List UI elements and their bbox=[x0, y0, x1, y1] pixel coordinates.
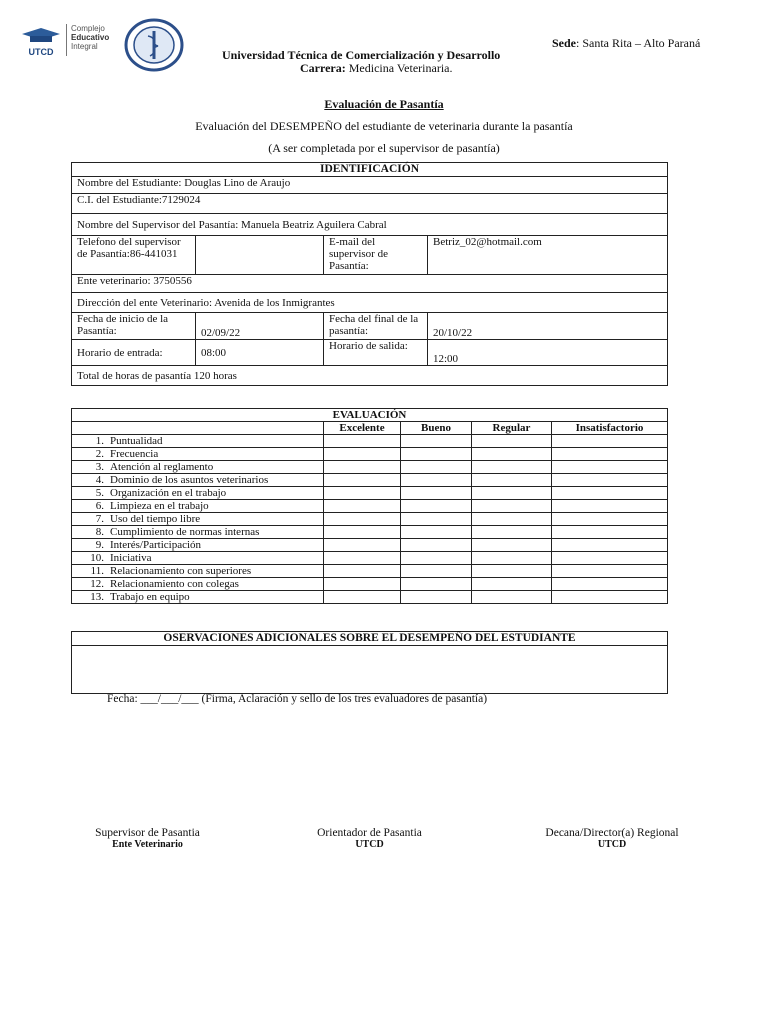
utcd-logo-text: UTCD bbox=[28, 47, 54, 57]
fecha-inicio-label: Fecha de inicio de la Pasantía: bbox=[72, 313, 196, 340]
page-note: (A ser completada por el supervisor de pasantía) bbox=[268, 141, 500, 155]
rating-cell-regular[interactable] bbox=[472, 435, 552, 448]
evaluation-row bbox=[72, 513, 668, 526]
criterion-label: Relacionamiento con superiores bbox=[110, 565, 252, 577]
signature-sub: UTCD bbox=[355, 839, 384, 850]
criterion-label: Interés/Participación bbox=[110, 539, 202, 551]
page-subtitle: Evaluación del DESEMPEÑO del estudiante de veterinaria durante la pasantía bbox=[195, 119, 573, 133]
rating-cell-insatisfactorio[interactable] bbox=[552, 513, 668, 526]
rating-cell-bueno[interactable] bbox=[401, 539, 472, 552]
supervisor-name: Nombre del Supervisor del Pasantía: Manuela Beatriz Aguilera Cabral bbox=[72, 214, 668, 236]
signature-title: Decana/Director(a) Regional bbox=[545, 827, 679, 839]
criterion-number: 2. bbox=[95, 448, 104, 460]
complejo-logo bbox=[66, 24, 127, 56]
evaluation-criterion bbox=[72, 578, 324, 591]
supervisor-email-label: E-mail del supervisor de Pasantía: bbox=[324, 236, 428, 275]
rating-cell-insatisfactorio[interactable] bbox=[552, 448, 668, 461]
rating-cell-insatisfactorio[interactable] bbox=[552, 591, 668, 604]
rating-cell-excelente[interactable] bbox=[324, 435, 401, 448]
evaluation-row bbox=[72, 435, 668, 448]
column-header-excelente: Excelente bbox=[324, 422, 401, 435]
signature-title: Orientador de Pasantia bbox=[317, 827, 422, 839]
evaluation-criterion bbox=[72, 526, 324, 539]
evaluation-row bbox=[72, 539, 668, 552]
sede-line bbox=[552, 36, 700, 51]
rating-cell-excelente[interactable] bbox=[324, 578, 401, 591]
supervisor-phone: Telefono del supervisor de Pasantía:86-441031 bbox=[72, 236, 196, 275]
evaluation-row bbox=[72, 474, 668, 487]
evaluation-criterion bbox=[72, 552, 324, 565]
evaluation-row bbox=[72, 591, 668, 604]
rating-cell-bueno[interactable] bbox=[401, 513, 472, 526]
criterion-number: 10. bbox=[90, 552, 104, 564]
rating-cell-excelente[interactable] bbox=[324, 474, 401, 487]
signature-sub: Ente Veterinario bbox=[112, 839, 183, 850]
criterion-number: 13. bbox=[90, 591, 104, 603]
evaluation-criterion bbox=[72, 461, 324, 474]
criterion-number: 3. bbox=[95, 461, 104, 473]
horario-entrada-label: Horario de entrada: bbox=[72, 340, 196, 366]
evaluation-criterion bbox=[72, 500, 324, 513]
rating-cell-insatisfactorio[interactable] bbox=[552, 539, 668, 552]
signature-decana bbox=[512, 827, 712, 851]
signature-sub: UTCD bbox=[597, 839, 627, 850]
supervisor-phone-blank bbox=[196, 236, 324, 275]
evaluation-criterion bbox=[72, 435, 324, 448]
criterion-label: Atención al reglamento bbox=[110, 461, 214, 473]
evaluation-criterion bbox=[72, 539, 324, 552]
rating-cell-excelente[interactable] bbox=[324, 461, 401, 474]
rating-cell-regular[interactable] bbox=[472, 552, 552, 565]
observations-header: OSERVACIONES ADICIONALES SOBRE EL DESEMPEÑO DEL ESTUDIANTE bbox=[72, 632, 668, 646]
carrera-label: Carrera: bbox=[300, 61, 346, 75]
rating-cell-insatisfactorio[interactable] bbox=[552, 500, 668, 513]
ente-direccion: Dirección del ente Veterinario: Avenida de los Inmigrantes bbox=[72, 293, 668, 313]
rating-cell-insatisfactorio[interactable] bbox=[552, 487, 668, 500]
rating-cell-regular[interactable] bbox=[472, 448, 552, 461]
fecha-final-label: Fecha del final de la pasantía: bbox=[324, 313, 428, 340]
evaluation-row bbox=[72, 552, 668, 565]
evaluation-criterion bbox=[72, 448, 324, 461]
fecha-inicio-value: 02/09/22 bbox=[196, 313, 324, 340]
criterion-number: 8. bbox=[95, 526, 104, 538]
evaluation-row bbox=[72, 526, 668, 539]
rating-cell-excelente[interactable] bbox=[324, 500, 401, 513]
evaluation-criterion bbox=[72, 591, 324, 604]
criterion-label: Cumplimiento de normas internas bbox=[110, 526, 260, 538]
rating-cell-bueno[interactable] bbox=[401, 578, 472, 591]
rating-cell-bueno[interactable] bbox=[401, 526, 472, 539]
criterion-label: Organización en el trabajo bbox=[110, 487, 227, 499]
rating-cell-bueno[interactable] bbox=[401, 461, 472, 474]
rating-cell-regular[interactable] bbox=[472, 591, 552, 604]
criterion-label: Trabajo en equipo bbox=[110, 591, 190, 603]
evaluation-row bbox=[72, 461, 668, 474]
evaluation-row bbox=[72, 500, 668, 513]
criterion-label: Relacionamiento con colegas bbox=[110, 578, 239, 590]
student-ci: C.I. del Estudiante:7129024 bbox=[72, 194, 668, 214]
criterion-label: Uso del tiempo libre bbox=[110, 513, 201, 525]
rating-cell-bueno[interactable] bbox=[401, 487, 472, 500]
signature-title: Supervisor de Pasantia bbox=[95, 827, 200, 839]
evaluation-row bbox=[72, 578, 668, 591]
total-horas: Total de horas de pasantía 120 horas bbox=[72, 366, 668, 386]
complejo-line-1: Complejo bbox=[71, 24, 105, 33]
criterion-number: 7. bbox=[95, 513, 104, 525]
horario-salida-label: Horario de salida: bbox=[324, 340, 428, 366]
rating-cell-regular[interactable] bbox=[472, 513, 552, 526]
criterion-number: 12. bbox=[90, 578, 104, 590]
rating-cell-excelente[interactable] bbox=[324, 526, 401, 539]
rating-cell-regular[interactable] bbox=[472, 526, 552, 539]
rating-cell-excelente[interactable] bbox=[324, 591, 401, 604]
evaluation-header: EVALUACIÓN bbox=[72, 409, 668, 422]
rating-cell-excelente[interactable] bbox=[324, 448, 401, 461]
criterion-number: 11. bbox=[90, 565, 104, 577]
rating-cell-insatisfactorio[interactable] bbox=[552, 552, 668, 565]
rating-cell-excelente[interactable] bbox=[324, 513, 401, 526]
criterion-number: 5. bbox=[95, 487, 104, 499]
evaluation-row bbox=[72, 448, 668, 461]
criterion-number: 9. bbox=[95, 539, 104, 551]
rating-cell-bueno[interactable] bbox=[401, 500, 472, 513]
criterion-label: Limpieza en el trabajo bbox=[110, 500, 209, 512]
carrera-line bbox=[300, 61, 452, 76]
fecha-line: Fecha: ___/___/___ (Firma, Aclaración y sello de los tres evaluadores de pasantía) bbox=[107, 693, 488, 705]
fecha-final-value: 20/10/22 bbox=[428, 313, 668, 340]
rating-cell-insatisfactorio[interactable] bbox=[552, 474, 668, 487]
evaluation-row bbox=[72, 565, 668, 578]
rating-cell-regular[interactable] bbox=[472, 565, 552, 578]
evaluation-table bbox=[71, 408, 668, 604]
rating-cell-regular[interactable] bbox=[472, 461, 552, 474]
complejo-line-2: Educativo bbox=[71, 33, 110, 42]
criterion-number: 6. bbox=[95, 500, 104, 512]
evaluation-criterion bbox=[72, 513, 324, 526]
rating-cell-insatisfactorio[interactable] bbox=[552, 578, 668, 591]
rating-cell-bueno[interactable] bbox=[401, 474, 472, 487]
veterinary-seal-icon bbox=[124, 18, 184, 72]
rating-cell-insatisfactorio[interactable] bbox=[552, 461, 668, 474]
student-name: Nombre del Estudiante: Douglas Lino de Araujo bbox=[72, 177, 668, 194]
rating-cell-bueno[interactable] bbox=[401, 448, 472, 461]
rating-cell-bueno[interactable] bbox=[401, 565, 472, 578]
page-title: Evaluación de Pasantía bbox=[324, 97, 444, 111]
sede-value: : Santa Rita – Alto Paraná bbox=[576, 36, 701, 50]
rating-cell-regular[interactable] bbox=[472, 474, 552, 487]
rating-cell-regular[interactable] bbox=[472, 578, 552, 591]
criterion-label: Dominio de los asuntos veterinarios bbox=[110, 474, 269, 486]
column-header-insatisfactorio: Insatisfactorio bbox=[552, 422, 668, 435]
criteria-column-header bbox=[72, 422, 324, 435]
observations-table bbox=[71, 631, 668, 694]
complejo-line-3: Integral bbox=[71, 42, 98, 51]
identification-table bbox=[71, 162, 668, 386]
rating-cell-bueno[interactable] bbox=[401, 591, 472, 604]
rating-cell-insatisfactorio[interactable] bbox=[552, 435, 668, 448]
evaluation-criterion bbox=[72, 565, 324, 578]
rating-cell-bueno[interactable] bbox=[401, 435, 472, 448]
observations-textarea[interactable] bbox=[72, 646, 668, 694]
identification-header: IDENTIFICACIÓN bbox=[72, 163, 668, 177]
signature-supervisor bbox=[60, 827, 235, 851]
criterion-number: 1. bbox=[95, 435, 104, 447]
rating-cell-insatisfactorio[interactable] bbox=[552, 526, 668, 539]
column-header-regular: Regular bbox=[472, 422, 552, 435]
carrera-value: Medicina Veterinaria. bbox=[345, 61, 453, 75]
column-header-bueno: Bueno bbox=[401, 422, 472, 435]
evaluation-row bbox=[72, 487, 668, 500]
horario-entrada-value: 08:00 bbox=[196, 340, 324, 366]
evaluation-criterion bbox=[72, 487, 324, 500]
rating-cell-excelente[interactable] bbox=[324, 539, 401, 552]
criterion-number: 4. bbox=[95, 474, 104, 486]
university-name: Universidad Técnica de Comercialización y Desarrollo bbox=[222, 48, 501, 62]
ente-veterinario: Ente veterinario: 3750556 bbox=[72, 275, 668, 293]
criterion-label: Iniciativa bbox=[110, 552, 152, 564]
rating-cell-regular[interactable] bbox=[472, 500, 552, 513]
rating-cell-excelente[interactable] bbox=[324, 565, 401, 578]
criterion-label: Frecuencia bbox=[110, 448, 159, 460]
graduation-cap-icon bbox=[20, 26, 62, 44]
rating-cell-regular[interactable] bbox=[472, 539, 552, 552]
rating-cell-regular[interactable] bbox=[472, 487, 552, 500]
evaluation-criterion bbox=[72, 474, 324, 487]
rating-cell-bueno[interactable] bbox=[401, 552, 472, 565]
supervisor-email-value: Betriz_02@hotmail.com bbox=[428, 236, 668, 275]
criterion-label: Puntualidad bbox=[110, 435, 163, 447]
rating-cell-insatisfactorio[interactable] bbox=[552, 565, 668, 578]
signature-orientador bbox=[282, 827, 457, 851]
rating-cell-excelente[interactable] bbox=[324, 552, 401, 565]
sede-label: Sede bbox=[552, 36, 576, 50]
horario-salida-value: 12:00 bbox=[428, 340, 668, 366]
utcd-logo bbox=[20, 26, 62, 56]
rating-cell-excelente[interactable] bbox=[324, 487, 401, 500]
